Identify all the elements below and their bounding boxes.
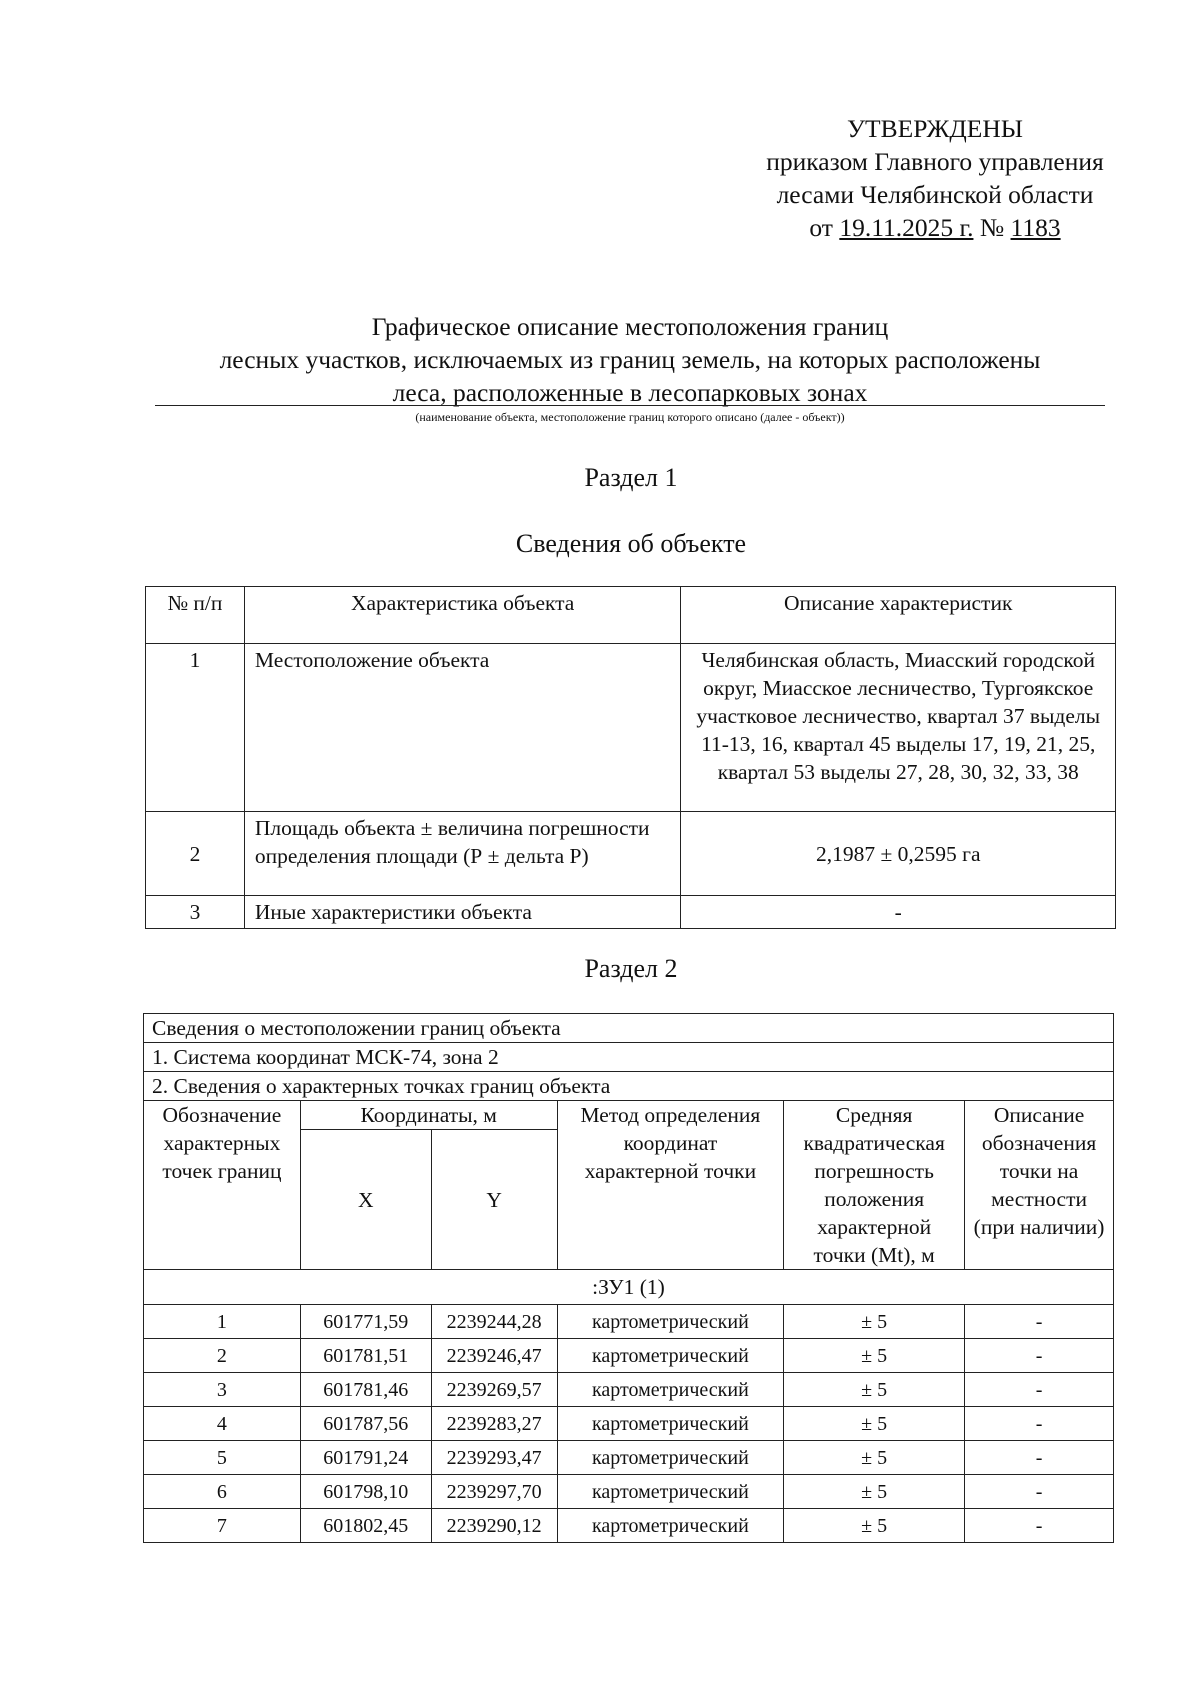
point-description: - bbox=[965, 1305, 1114, 1339]
header-num: № п/п bbox=[146, 587, 245, 644]
point-y: 2239297,70 bbox=[431, 1475, 557, 1509]
approval-date: 19.11.2025 г. bbox=[839, 213, 974, 242]
table-row bbox=[144, 1305, 1114, 1339]
approval-line: лесами Челябинской области bbox=[776, 180, 1094, 209]
row-description: - bbox=[681, 896, 1116, 929]
point-method: картометрический bbox=[557, 1339, 784, 1373]
point-method: картометрический bbox=[557, 1305, 784, 1339]
row-num: 3 bbox=[146, 896, 245, 929]
point-y: 2239293,47 bbox=[431, 1441, 557, 1475]
approval-line: приказом Главного управления bbox=[766, 147, 1104, 176]
point-x: 601802,45 bbox=[300, 1509, 431, 1543]
section1-heading: Раздел 1 bbox=[584, 463, 678, 492]
table-row bbox=[144, 1373, 1114, 1407]
point-y: 2239246,47 bbox=[431, 1339, 557, 1373]
header-description: Описание характеристик bbox=[681, 587, 1116, 644]
row-description: 2,1987 ± 0,2595 га bbox=[681, 812, 1116, 896]
table-row bbox=[144, 1509, 1114, 1543]
number-sign: № bbox=[979, 213, 1005, 242]
info-row bbox=[144, 1072, 1114, 1101]
header-designation: Обозначение характерных точек границ bbox=[144, 1101, 301, 1270]
point-error: ± 5 bbox=[784, 1339, 965, 1373]
point-x: 601771,59 bbox=[300, 1305, 431, 1339]
section2-heading: Раздел 2 bbox=[584, 954, 678, 983]
table-row bbox=[146, 812, 1116, 896]
point-description: - bbox=[965, 1475, 1114, 1509]
table-row bbox=[146, 644, 1116, 812]
point-method: картометрический bbox=[557, 1373, 784, 1407]
point-method: картометрический bbox=[557, 1441, 784, 1475]
point-description: - bbox=[965, 1339, 1114, 1373]
point-error: ± 5 bbox=[784, 1373, 965, 1407]
point-error: ± 5 bbox=[784, 1305, 965, 1339]
table-row bbox=[146, 896, 1116, 929]
row-description: Челябинская область, Миасский городской округ, Миасское лесничество, Тургоякское участковое лесничество, квартал 37 выделы 11-13, 16, квартал 45 выделы 17, 19, 21, 25, квартал 53 выделы 27, 28, 30, 32, 33, 38 bbox=[681, 644, 1116, 812]
approval-title: УТВЕРЖДЕНЫ bbox=[847, 114, 1023, 143]
info-coordinate-system: 1. Система координат МСК-74, зона 2 bbox=[144, 1043, 1114, 1072]
table-row bbox=[144, 1339, 1114, 1373]
header-x: X bbox=[300, 1130, 431, 1270]
point-x: 601798,10 bbox=[300, 1475, 431, 1509]
point-method: картометрический bbox=[557, 1407, 784, 1441]
point-method: картометрический bbox=[557, 1509, 784, 1543]
point-number: 3 bbox=[144, 1373, 301, 1407]
parcel-row bbox=[144, 1270, 1114, 1305]
point-y: 2239244,28 bbox=[431, 1305, 557, 1339]
object-info-table bbox=[145, 586, 1116, 929]
point-number: 6 bbox=[144, 1475, 301, 1509]
approval-date-line bbox=[700, 211, 1170, 244]
point-description: - bbox=[965, 1407, 1114, 1441]
info-points: 2. Сведения о характерных точках границ объекта bbox=[144, 1072, 1114, 1101]
point-x: 601781,46 bbox=[300, 1373, 431, 1407]
table-row bbox=[144, 1441, 1114, 1475]
point-description: - bbox=[965, 1509, 1114, 1543]
table-row bbox=[144, 1407, 1114, 1441]
document-title bbox=[150, 310, 1110, 409]
row-num: 1 bbox=[146, 644, 245, 812]
header-location-desc: Описание обозначения точки на местности (при наличии) bbox=[965, 1101, 1114, 1270]
info-location: Сведения о местоположении границ объекта bbox=[144, 1014, 1114, 1043]
point-error: ± 5 bbox=[784, 1509, 965, 1543]
point-error: ± 5 bbox=[784, 1407, 965, 1441]
title-note: (наименование объекта, местоположение границ которого описано (далее - объект)) bbox=[415, 410, 845, 424]
info-row bbox=[144, 1043, 1114, 1072]
title-line: лесных участков, исключаемых из границ земель, на которых расположены bbox=[219, 345, 1041, 374]
point-number: 7 bbox=[144, 1509, 301, 1543]
table-header-row bbox=[144, 1101, 1114, 1130]
title-line: леса, расположенные в лесопарковых зонах bbox=[392, 378, 868, 407]
point-number: 5 bbox=[144, 1441, 301, 1475]
row-characteristic: Местоположение объекта bbox=[244, 644, 681, 812]
points-body bbox=[144, 1305, 1114, 1543]
header-error: Средняя квадратическая погрешность положения характерной точки (Mt), м bbox=[784, 1101, 965, 1270]
table-row bbox=[144, 1475, 1114, 1509]
point-number: 1 bbox=[144, 1305, 301, 1339]
approval-block bbox=[700, 112, 1170, 244]
point-x: 601781,51 bbox=[300, 1339, 431, 1373]
header-coordinates: Координаты, м bbox=[300, 1101, 557, 1130]
header-characteristic: Характеристика объекта bbox=[244, 587, 681, 644]
point-x: 601787,56 bbox=[300, 1407, 431, 1441]
table-header-row bbox=[146, 587, 1116, 644]
point-number: 2 bbox=[144, 1339, 301, 1373]
boundary-points-table bbox=[143, 1013, 1114, 1543]
info-row bbox=[144, 1014, 1114, 1043]
point-description: - bbox=[965, 1373, 1114, 1407]
point-number: 4 bbox=[144, 1407, 301, 1441]
row-num: 2 bbox=[146, 812, 245, 896]
approval-number: 1183 bbox=[1010, 213, 1061, 242]
point-y: 2239290,12 bbox=[431, 1509, 557, 1543]
header-y: Y bbox=[431, 1130, 557, 1270]
point-y: 2239269,57 bbox=[431, 1373, 557, 1407]
header-method: Метод определения координат характерной точки bbox=[557, 1101, 784, 1270]
point-y: 2239283,27 bbox=[431, 1407, 557, 1441]
row-characteristic: Площадь объекта ± величина погрешности определения площади (Р ± дельта Р) bbox=[244, 812, 681, 896]
section1-subheading: Сведения об объекте bbox=[515, 529, 747, 558]
point-description: - bbox=[965, 1441, 1114, 1475]
title-underline bbox=[155, 405, 1105, 406]
point-error: ± 5 bbox=[784, 1441, 965, 1475]
point-error: ± 5 bbox=[784, 1475, 965, 1509]
point-x: 601791,24 bbox=[300, 1441, 431, 1475]
parcel-label: :ЗУ1 (1) bbox=[144, 1270, 1114, 1305]
title-line: Графическое описание местоположения границ bbox=[371, 312, 889, 341]
date-prefix: от bbox=[809, 213, 833, 242]
point-method: картометрический bbox=[557, 1475, 784, 1509]
row-characteristic: Иные характеристики объекта bbox=[244, 896, 681, 929]
